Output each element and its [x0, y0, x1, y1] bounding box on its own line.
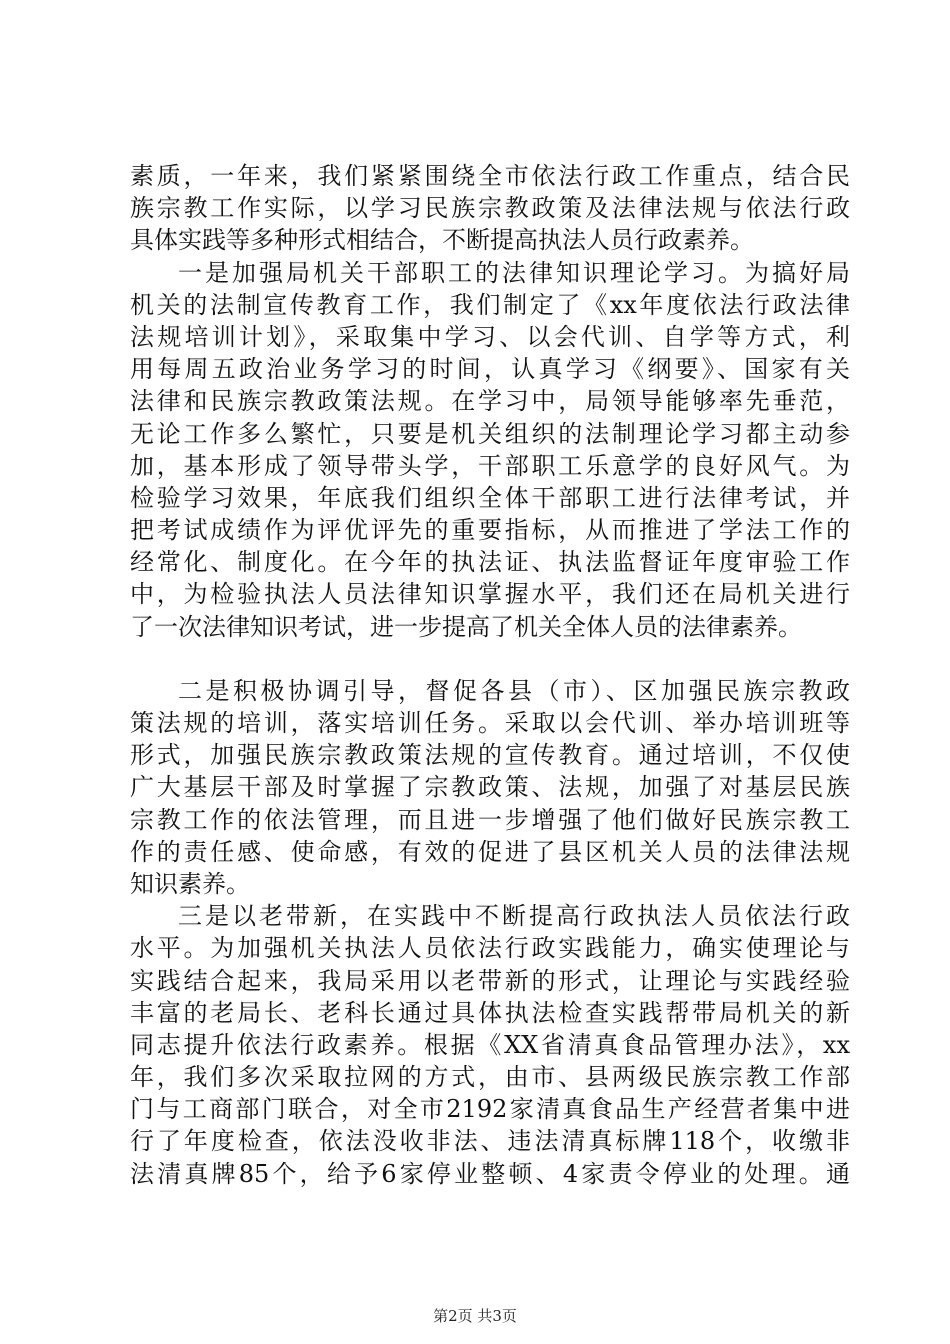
text-line: 法规培训计划》，采取集中学习、以会代训、自学等方式，利 — [130, 322, 850, 351]
text-line: 了一次法律知识考试，进一步提高了机关全体人员的法律素养。 — [130, 612, 802, 641]
text-line: 一是加强局机关干部职工的法律知识理论学习。为搞好局 — [178, 258, 850, 287]
text-line: 把考试成绩作为评优评先的重要指标，从而推进了学法工作的 — [130, 516, 850, 545]
paragraph-gap — [130, 643, 850, 675]
text-line: 法律和民族宗教政策法规。在学习中，局领导能够率先垂范， — [130, 387, 850, 416]
text-line: 机关的法制宣传教育工作，我们制定了《xx年度依法行政法律 — [130, 290, 850, 319]
text-line: 三是以老带新，在实践中不断提高行政执法人员依法行政 — [178, 902, 850, 931]
text-line: 具体实践等多种形式相结合，不断提高执法人员行政素养。 — [130, 226, 754, 255]
text-line: 实践结合起来，我局采用以老带新的形式，让理论与实践经验 — [130, 966, 850, 995]
text-line: 行了年度检查，依法没收非法、违法清真标牌118个，收缴非 — [130, 1127, 850, 1156]
text-line: 无论工作多么繁忙，只要是机关组织的法制理论学习都主动参 — [130, 419, 850, 448]
text-line: 同志提升依法行政素养。根据《XX省清真食品管理办法》，xx — [130, 1030, 850, 1059]
text-line: 素质，一年来，我们紧紧围绕全市依法行政工作重点，结合民 — [130, 162, 850, 190]
text-line: 用每周五政治业务学习的时间，认真学习《纲要》、国家有关 — [130, 355, 850, 384]
text-line: 作的责任感、使命感，有效的促进了县区机关人员的法律法规 — [130, 837, 850, 866]
text-line: 形式，加强民族宗教政策法规的宣传教育。通过培训，不仅使 — [130, 741, 850, 770]
text-line: 宗教工作的依法管理，而且进一步增强了他们做好民族宗教工 — [130, 805, 850, 834]
paragraph-1 — [130, 160, 850, 257]
paragraph-2 — [130, 257, 850, 643]
text-line: 族宗教工作实际，以学习民族宗教政策及法律法规与依法行政 — [130, 194, 850, 223]
page-number-footer: 第2页 共3页 — [433, 1307, 517, 1325]
text-line: 加，基本形成了领导带头学，干部职工乐意学的良好风气。为 — [130, 451, 850, 480]
text-line: 法清真牌85个，给予6家停业整顿、4家责令停业的处理。通 — [130, 1159, 850, 1188]
text-line: 水平。为加强机关执法人员依法行政实践能力，确实使理论与 — [130, 934, 850, 963]
paragraph-4 — [130, 900, 850, 1190]
paragraph-3 — [130, 675, 850, 900]
text-line: 二是积极协调引导，督促各县（市）、区加强民族宗教政 — [178, 676, 850, 705]
text-line: 年，我们多次采取拉网的方式，由市、县两级民族宗教工作部 — [130, 1063, 850, 1092]
text-line: 知识素养。 — [130, 869, 250, 898]
text-line: 中，为检验执法人员法律知识掌握水平，我们还在局机关进行 — [130, 580, 850, 609]
text-line: 策法规的培训，落实培训任务。采取以会代训、举办培训班等 — [130, 709, 850, 737]
text-line: 门与工商部门联合，对全市2192家清真食品生产经营者集中进 — [130, 1095, 850, 1124]
document-body — [130, 160, 850, 1190]
text-line: 检验学习效果，年底我们组织全体干部职工进行法律考试，并 — [130, 483, 850, 512]
text-line: 丰富的老局长、老科长通过具体执法检查实践帮带局机关的新 — [130, 998, 850, 1027]
text-line: 广大基层干部及时掌握了宗教政策、法规，加强了对基层民族 — [130, 773, 850, 802]
text-line: 经常化、制度化。在今年的执法证、执法监督证年度审验工作 — [130, 548, 850, 577]
